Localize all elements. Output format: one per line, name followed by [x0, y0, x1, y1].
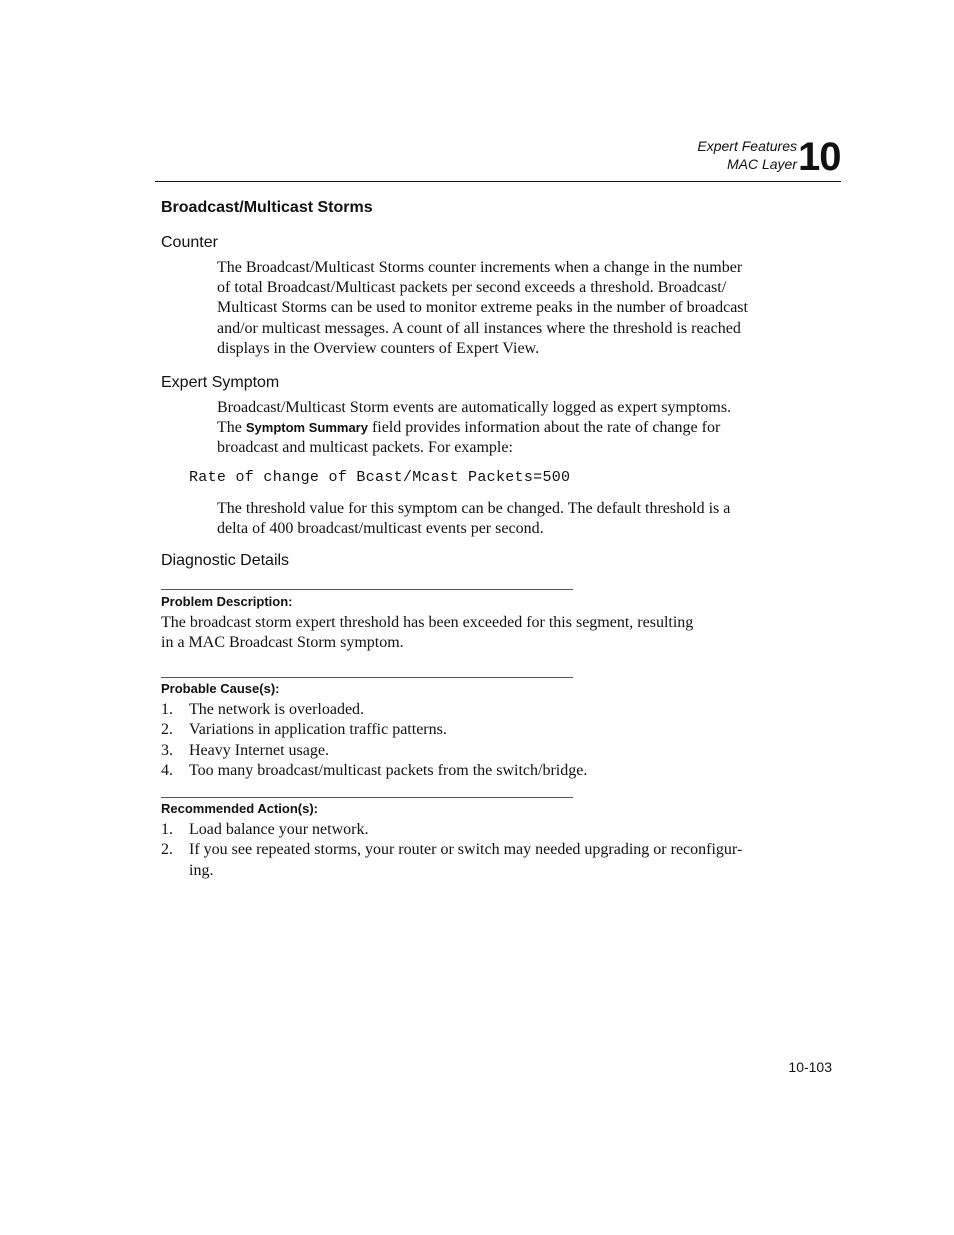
- symptom-summary-field: Symptom Summary: [245, 420, 368, 436]
- item-text: The network is overloaded.: [189, 701, 365, 718]
- threshold-line: The threshold value for this symptom can be changed. The default threshold is a: [217, 500, 731, 517]
- section-name: MAC Layer: [726, 156, 797, 172]
- diagnostic-heading: Diagnostic Details: [161, 552, 290, 569]
- symptom-text: The: [217, 419, 246, 437]
- counter-line: Multicast Storms can be used to monitor extreme peaks in the number of broadcast: [217, 299, 748, 317]
- actions-list: [161, 820, 801, 881]
- list-item: [161, 700, 801, 720]
- item-text: If you see repeated storms, your router or switch may needed upgrading or reconfigur-: [189, 841, 743, 859]
- symptom-line: [217, 418, 793, 438]
- expert-symptom-paragraph: [217, 398, 793, 459]
- counter-line: The Broadcast/Multicast Storms counter increments when a change in the number: [217, 259, 743, 276]
- list-item: [161, 741, 801, 761]
- symptom-line: Broadcast/Multicast Storm events are automatically logged as expert symptoms.: [217, 399, 732, 416]
- code-example: Rate of change of Bcast/Mcast Packets=500: [189, 469, 571, 486]
- counter-line: of total Broadcast/Multicast packets per second exceeds a threshold. Broadcast/: [217, 279, 727, 297]
- problem-label: Problem Description:: [161, 594, 293, 609]
- item-number: 1.: [161, 821, 173, 838]
- actions-label: Recommended Action(s):: [161, 801, 318, 816]
- counter-heading: Counter: [161, 234, 218, 251]
- list-item: [161, 840, 801, 881]
- list-item: [161, 761, 801, 781]
- problem-line: The broadcast storm expert threshold has been exceeded for this segment, resulting: [161, 614, 694, 631]
- divider: [161, 797, 573, 798]
- causes-list: [161, 700, 801, 782]
- item-text: Too many broadcast/multicast packets from the switch/bridge.: [189, 762, 588, 780]
- item-number: 2.: [161, 721, 173, 739]
- expert-symptom-heading: Expert Symptom: [161, 374, 280, 391]
- problem-line: in a MAC Broadcast Storm symptom.: [161, 634, 404, 652]
- divider: [161, 677, 573, 678]
- symptom-text: field provides information about the rate of change for: [367, 419, 721, 437]
- threshold-line: delta of 400 broadcast/multicast events per second.: [217, 520, 544, 538]
- list-item: [161, 820, 801, 840]
- list-item: [161, 720, 801, 740]
- counter-paragraph: [217, 258, 793, 359]
- header-rule: [155, 181, 841, 182]
- item-number: 2.: [161, 841, 173, 859]
- item-text: Load balance your network.: [189, 821, 369, 838]
- item-number: 4.: [161, 762, 173, 780]
- page-number: 10-103: [788, 1059, 832, 1075]
- divider: [161, 589, 573, 590]
- section-title: Broadcast/Multicast Storms: [161, 199, 373, 216]
- counter-line: and/or multicast messages. A count of all instances where the threshold is reached: [217, 319, 741, 337]
- threshold-paragraph: [217, 499, 793, 539]
- symptom-line: broadcast and multicast packets. For example:: [217, 439, 513, 457]
- counter-line: displays in the Overview counters of Expert View.: [217, 339, 540, 357]
- causes-label: Probable Cause(s):: [161, 681, 280, 696]
- problem-paragraph: [161, 613, 761, 653]
- item-text: Heavy Internet usage.: [189, 741, 329, 759]
- item-number: 3.: [161, 741, 173, 759]
- chapter-number: 10: [798, 135, 841, 179]
- chapter-title: Expert Features: [697, 138, 797, 154]
- item-text-continued: ing.: [189, 861, 214, 879]
- item-text: Variations in application traffic patterns.: [189, 721, 447, 739]
- item-number: 1.: [161, 701, 173, 718]
